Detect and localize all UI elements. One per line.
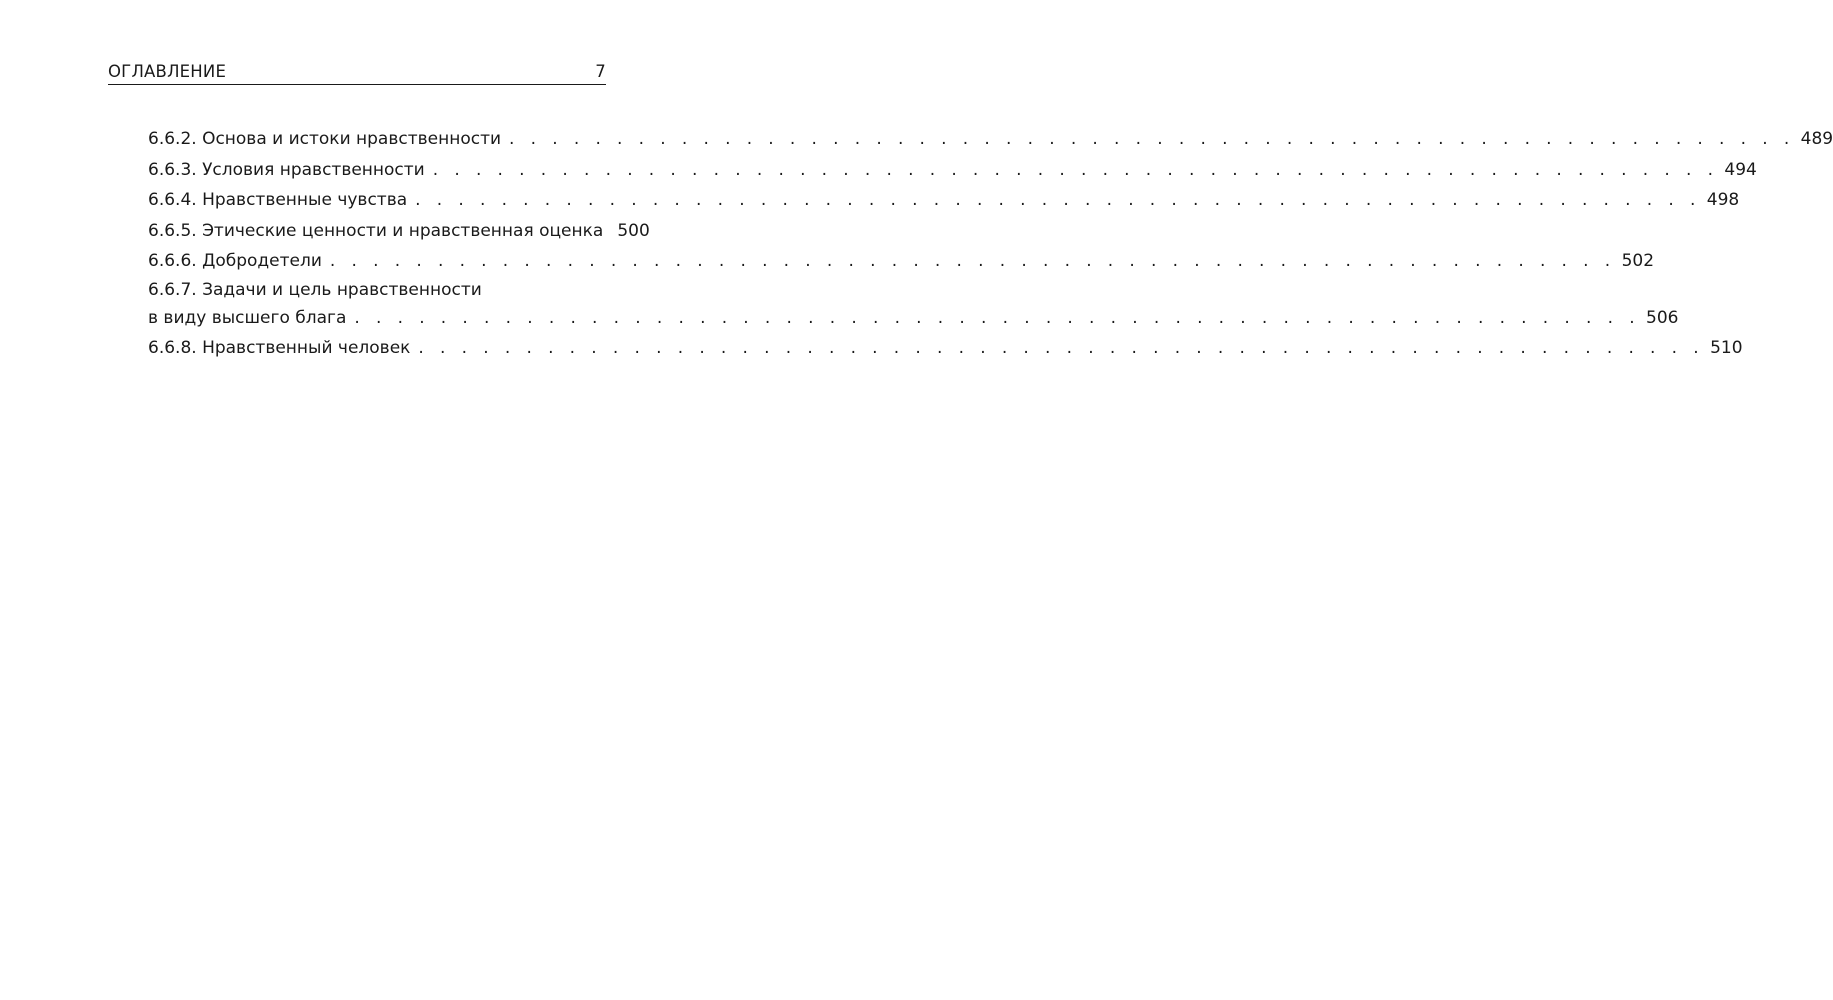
dot-leader: . . . . . . . . . . . . . . . . . . . . . . . . . . . . . . . . . . . . . . . . . . . . . . . . . . . . . . . . . . . . <box>329 251 1616 272</box>
toc-entry-page: 502 <box>1621 251 1655 272</box>
toc-entry-6-6-3[interactable] <box>148 155 1757 186</box>
toc-entry-page: 498 <box>1706 190 1740 211</box>
section-title: ОГЛАВЛЕНИЕ <box>108 61 227 81</box>
toc-entry-6-6-2[interactable] <box>148 124 1833 155</box>
table-of-contents <box>148 124 1833 364</box>
running-head <box>108 58 606 84</box>
toc-entry-title: 6.6.6. Добродетели <box>148 251 322 272</box>
toc-entry-6-6-7[interactable] <box>148 277 1679 334</box>
toc-entry-page: 494 <box>1724 159 1757 180</box>
toc-entry-first-line <box>148 277 606 303</box>
page-number: 7 <box>595 61 606 81</box>
toc-entry-6-6-4[interactable] <box>148 185 1740 216</box>
header-rule <box>108 84 606 85</box>
toc-entry-last-line <box>148 303 1679 334</box>
toc-entry-6-6-6[interactable] <box>148 246 1655 277</box>
toc-entry-title: 6.6.8. Нравственный человек <box>148 338 411 359</box>
dot-leader: . . . . . . . . . . . . . . . . . . . . . . . . . . . . . . . . . . . . . . . . . . . . . . . . . . . . . . . . . . . . <box>509 129 1795 150</box>
toc-entry-page: 506 <box>1646 307 1679 328</box>
toc-entry-page: 500 <box>617 220 650 241</box>
dot-leader: . . . . . . . . . . . . . . . . . . . . . . . . . . . . . . . . . . . . . . . . . . . . . . . . . . . . . . . . . . . . <box>415 190 1701 211</box>
dot-leader: . . . . . . . . . . . . . . . . . . . . . . . . . . . . . . . . . . . . . . . . . . . . . . . . . . . . . . . . . . . . <box>432 159 1719 180</box>
toc-entry-title: 6.6.3. Условия нравственности <box>148 159 425 180</box>
toc-entry-title: 6.6.5. Этические ценности и нравственная оценка <box>148 220 604 241</box>
toc-entry-page: 510 <box>1710 338 1743 359</box>
toc-entry-title: 6.6.7. Задачи и цель нравственности <box>148 279 482 300</box>
toc-entry-6-6-5[interactable] <box>148 216 650 247</box>
toc-entry-6-6-8[interactable] <box>148 333 1743 364</box>
dot-leader: . . . . . . . . . . . . . . . . . . . . . . . . . . . . . . . . . . . . . . . . . . . . . . . . . . . . . . . . . . . . <box>354 307 1641 328</box>
dot-leader: . . . . . . . . . . . . . . . . . . . . . . . . . . . . . . . . . . . . . . . . . . . . . . . . . . . . . . . . . . . . <box>418 338 1705 359</box>
toc-entry-title-continued: в виду высшего блага <box>148 307 347 328</box>
toc-entry-title: 6.6.2. Основа и истоки нравственности <box>148 129 502 150</box>
toc-entry-title: 6.6.4. Нравственные чувства <box>148 190 408 211</box>
toc-entry-page: 489 <box>1800 129 1833 150</box>
